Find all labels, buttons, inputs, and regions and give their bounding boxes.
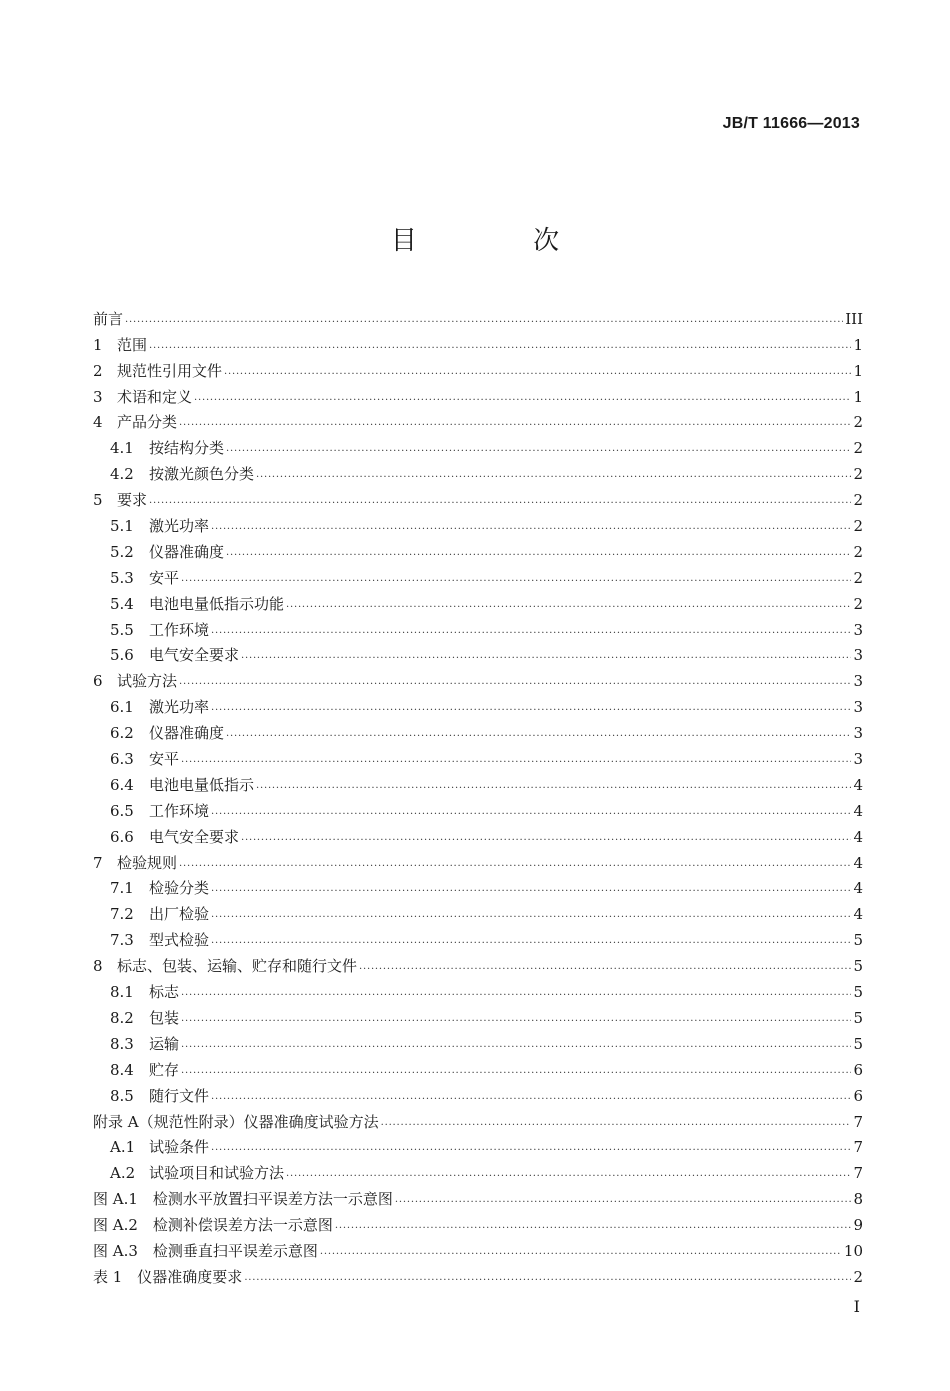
- dot-leader: [359, 962, 851, 975]
- toc-entry-page: 10: [843, 1241, 863, 1260]
- toc-entry-page: 3: [853, 620, 863, 639]
- dot-leader: [211, 807, 851, 820]
- toc-entry-label: 仪器准确度: [149, 724, 225, 743]
- toc-entry-label: 安平: [149, 568, 180, 587]
- toc-entry-page: 3: [853, 672, 863, 691]
- toc-entry[interactable]: [93, 1105, 863, 1131]
- dot-leader: [211, 626, 851, 639]
- toc-entry-page: III: [845, 309, 863, 328]
- toc-entry-page: 5: [853, 983, 863, 1002]
- toc-entry-label: 规范性引用文件: [117, 361, 223, 380]
- toc-entry-number: 3: [93, 387, 103, 406]
- toc-entry-page: 2: [853, 491, 863, 510]
- toc-entry-page: 2: [853, 517, 863, 536]
- toc-entry-page: 5: [853, 931, 863, 950]
- toc-entry-label: 激光功率: [149, 698, 210, 717]
- toc-entry[interactable]: [93, 1234, 863, 1260]
- dot-leader: [224, 367, 851, 380]
- dot-leader: [181, 1014, 851, 1027]
- toc-entry-page: 2: [853, 439, 863, 458]
- toc-entry[interactable]: [93, 1182, 863, 1208]
- dot-leader: [241, 651, 851, 664]
- toc-entry-number: 6.4: [110, 775, 134, 794]
- page-number: I: [853, 1297, 860, 1316]
- toc-entry-number: 4.1: [110, 439, 134, 458]
- toc-entry-page: 5: [853, 1034, 863, 1053]
- toc-entry-page: 1: [853, 335, 863, 354]
- toc-entry[interactable]: [93, 328, 863, 354]
- toc-entry-number: 8.5: [110, 1086, 134, 1105]
- toc-entry-label: 工作环境: [149, 801, 210, 820]
- dot-leader: [335, 1221, 852, 1234]
- toc-entry[interactable]: [93, 406, 863, 432]
- toc-entry[interactable]: [93, 949, 863, 975]
- toc-entry-number: 5.3: [110, 568, 134, 587]
- toc-entry-page: 4: [853, 905, 863, 924]
- dot-leader: [211, 936, 851, 949]
- toc-entry-label: 包装: [149, 1008, 180, 1027]
- dot-leader: [381, 1118, 852, 1131]
- toc-entry[interactable]: [93, 639, 863, 665]
- toc-entry[interactable]: [93, 380, 863, 406]
- toc-entry[interactable]: [93, 872, 863, 898]
- toc-entry-label: 产品分类: [117, 413, 178, 432]
- toc-entry-page: 7: [853, 1138, 863, 1157]
- toc-entry[interactable]: [93, 664, 863, 690]
- table-of-contents: [93, 302, 863, 1286]
- toc-entry-label: 电池电量低指示功能: [149, 594, 285, 613]
- toc-entry-label: 试验方法: [117, 672, 178, 691]
- toc-entry[interactable]: [93, 535, 863, 561]
- dot-leader: [181, 755, 851, 768]
- toc-entry-number: 5.4: [110, 594, 134, 613]
- toc-entry-label: 随行文件: [149, 1086, 210, 1105]
- toc-entry-number: 8: [93, 957, 103, 976]
- dot-leader: [226, 729, 851, 742]
- toc-entry[interactable]: [93, 1208, 863, 1234]
- toc-entry-label: 标志: [149, 983, 180, 1002]
- toc-entry-number: 4: [93, 413, 103, 432]
- dot-leader: [181, 1040, 851, 1053]
- toc-entry-label: 检验规则: [117, 853, 178, 872]
- dot-leader: [179, 677, 851, 690]
- toc-entry-number: 6: [93, 672, 103, 691]
- dot-leader: [226, 444, 851, 457]
- toc-entry-number: A.1: [110, 1138, 136, 1157]
- toc-entry-number: 6.6: [110, 827, 134, 846]
- toc-entry[interactable]: [93, 613, 863, 639]
- toc-entry-label: 图 A.3 检测垂直扫平误差示意图: [93, 1241, 318, 1260]
- toc-entry[interactable]: [93, 1053, 863, 1079]
- dot-leader: [211, 703, 851, 716]
- toc-entry-number: 6.5: [110, 801, 134, 820]
- toc-entry-label: 试验条件: [149, 1138, 210, 1157]
- toc-entry-label: 图 A.1 检测水平放置扫平误差方法一示意图: [93, 1190, 393, 1209]
- dot-leader: [181, 574, 851, 587]
- toc-entry[interactable]: [93, 1156, 863, 1182]
- dot-leader: [149, 496, 851, 509]
- toc-entry-page: 6: [853, 1086, 863, 1105]
- toc-entry-label: 要求: [117, 491, 148, 510]
- toc-entry-page: 3: [853, 646, 863, 665]
- toc-entry-label: 电气安全要求: [149, 827, 240, 846]
- toc-entry-label: 激光功率: [149, 517, 210, 536]
- dot-leader: [286, 1169, 851, 1182]
- toc-entry[interactable]: [93, 483, 863, 509]
- toc-entry-page: 1: [853, 361, 863, 380]
- toc-entry-page: 2: [853, 542, 863, 561]
- dot-leader: [211, 884, 851, 897]
- toc-entry-page: 6: [853, 1060, 863, 1079]
- toc-entry-page: 2: [853, 465, 863, 484]
- toc-entry-number: 7: [93, 853, 103, 872]
- toc-entry-number: 5.2: [110, 542, 134, 561]
- toc-entry[interactable]: [93, 1079, 863, 1105]
- toc-entry-page: 4: [853, 853, 863, 872]
- dot-leader: [125, 315, 843, 328]
- toc-entry-label: 出厂检验: [149, 905, 210, 924]
- toc-entry-label: 术语和定义: [117, 387, 193, 406]
- toc-entry-page: 2: [853, 568, 863, 587]
- toc-entry[interactable]: [93, 302, 863, 328]
- toc-entry[interactable]: [93, 768, 863, 794]
- toc-entry[interactable]: [93, 820, 863, 846]
- toc-entry-label: 电气安全要求: [149, 646, 240, 665]
- toc-entry[interactable]: [93, 457, 863, 483]
- toc-entry-page: 2: [853, 594, 863, 613]
- toc-entry-page: 1: [853, 387, 863, 406]
- toc-entry[interactable]: [93, 794, 863, 820]
- toc-entry-number: A.2: [110, 1164, 136, 1183]
- toc-entry-label: 贮存: [149, 1060, 180, 1079]
- toc-entry-number: 7.2: [110, 905, 134, 924]
- toc-entry-number: 7.1: [110, 879, 134, 898]
- toc-entry-number: 5.6: [110, 646, 134, 665]
- dot-leader: [244, 1273, 851, 1286]
- dot-leader: [181, 1066, 851, 1079]
- toc-entry-page: 3: [853, 750, 863, 769]
- toc-entry-label: 安平: [149, 750, 180, 769]
- toc-entry[interactable]: [93, 897, 863, 923]
- toc-entry[interactable]: [93, 561, 863, 587]
- toc-entry-label: 图 A.2 检测补偿误差方法一示意图: [93, 1216, 333, 1235]
- dot-leader: [286, 600, 851, 613]
- toc-entry-number: 5: [93, 491, 103, 510]
- toc-entry[interactable]: [93, 975, 863, 1001]
- toc-entry-page: 2: [853, 1267, 863, 1286]
- toc-entry-label: 前言: [93, 309, 124, 328]
- dot-leader: [181, 988, 851, 1001]
- dot-leader: [179, 418, 851, 431]
- toc-entry-label: 检验分类: [149, 879, 210, 898]
- toc-entry[interactable]: [93, 690, 863, 716]
- toc-entry[interactable]: [93, 509, 863, 535]
- toc-entry[interactable]: [93, 431, 863, 457]
- toc-entry[interactable]: [93, 1131, 863, 1157]
- dot-leader: [194, 393, 851, 406]
- toc-entry-number: 8.1: [110, 983, 134, 1002]
- toc-entry-number: 2: [93, 361, 103, 380]
- toc-entry-page: 7: [853, 1164, 863, 1183]
- toc-entry-label: 按激光颜色分类: [149, 465, 255, 484]
- dot-leader: [320, 1247, 842, 1260]
- toc-entry[interactable]: [93, 1027, 863, 1053]
- toc-entry-number: 8.3: [110, 1034, 134, 1053]
- toc-entry-label: 工作环境: [149, 620, 210, 639]
- toc-entry[interactable]: [93, 923, 863, 949]
- dot-leader: [226, 548, 851, 561]
- dot-leader: [256, 470, 851, 483]
- toc-entry-page: 5: [853, 1008, 863, 1027]
- toc-entry[interactable]: [93, 1260, 863, 1286]
- toc-entry-page: 4: [853, 775, 863, 794]
- toc-entry-label: 表 1 仪器准确度要求: [93, 1267, 243, 1286]
- dot-leader: [395, 1195, 852, 1208]
- toc-entry-page: 3: [853, 724, 863, 743]
- toc-entry-page: 3: [853, 698, 863, 717]
- toc-entry-page: 8: [853, 1190, 863, 1209]
- toc-entry-page: 4: [853, 879, 863, 898]
- toc-entry-number: 6.2: [110, 724, 134, 743]
- dot-leader: [211, 1092, 851, 1105]
- dot-leader: [241, 833, 851, 846]
- toc-entry-page: 9: [853, 1216, 863, 1235]
- toc-entry-label: 仪器准确度: [149, 542, 225, 561]
- toc-entry-number: 1: [93, 335, 103, 354]
- toc-entry-page: 7: [853, 1112, 863, 1131]
- toc-entry[interactable]: [93, 587, 863, 613]
- dot-leader: [179, 859, 851, 872]
- toc-entry-label: 试验项目和试验方法: [149, 1164, 285, 1183]
- toc-entry[interactable]: [93, 742, 863, 768]
- toc-entry-label: 标志、包装、运输、贮存和随行文件: [117, 957, 358, 976]
- toc-entry-page: 4: [853, 827, 863, 846]
- toc-entry-number: 6.1: [110, 698, 134, 717]
- toc-entry-number: 8.4: [110, 1060, 134, 1079]
- toc-entry-number: 5.1: [110, 517, 134, 536]
- toc-entry-number: 7.3: [110, 931, 134, 950]
- toc-entry-label: 附录 A（规范性附录）仪器准确度试验方法: [93, 1112, 379, 1131]
- toc-entry-number: 5.5: [110, 620, 134, 639]
- toc-entry-label: 按结构分类: [149, 439, 225, 458]
- toc-entry-number: 6.3: [110, 750, 134, 769]
- toc-entry-page: 5: [853, 957, 863, 976]
- toc-entry-label: 电池电量低指示: [149, 775, 255, 794]
- dot-leader: [211, 910, 851, 923]
- toc-entry-number: 8.2: [110, 1008, 134, 1027]
- dot-leader: [211, 522, 851, 535]
- dot-leader: [149, 341, 851, 354]
- toc-entry-label: 运输: [149, 1034, 180, 1053]
- toc-entry-label: 型式检验: [149, 931, 210, 950]
- toc-entry-label: 范围: [117, 335, 148, 354]
- toc-entry[interactable]: [93, 354, 863, 380]
- toc-entry[interactable]: [93, 846, 863, 872]
- page-title: 目 次: [390, 226, 614, 256]
- dot-leader: [256, 781, 851, 794]
- toc-entry[interactable]: [93, 716, 863, 742]
- dot-leader: [211, 1143, 851, 1156]
- toc-entry-number: 4.2: [110, 465, 134, 484]
- toc-entry-page: 2: [853, 413, 863, 432]
- toc-entry-page: 4: [853, 801, 863, 820]
- standard-code: JB/T 11666—2013: [722, 115, 860, 132]
- toc-entry[interactable]: [93, 1001, 863, 1027]
